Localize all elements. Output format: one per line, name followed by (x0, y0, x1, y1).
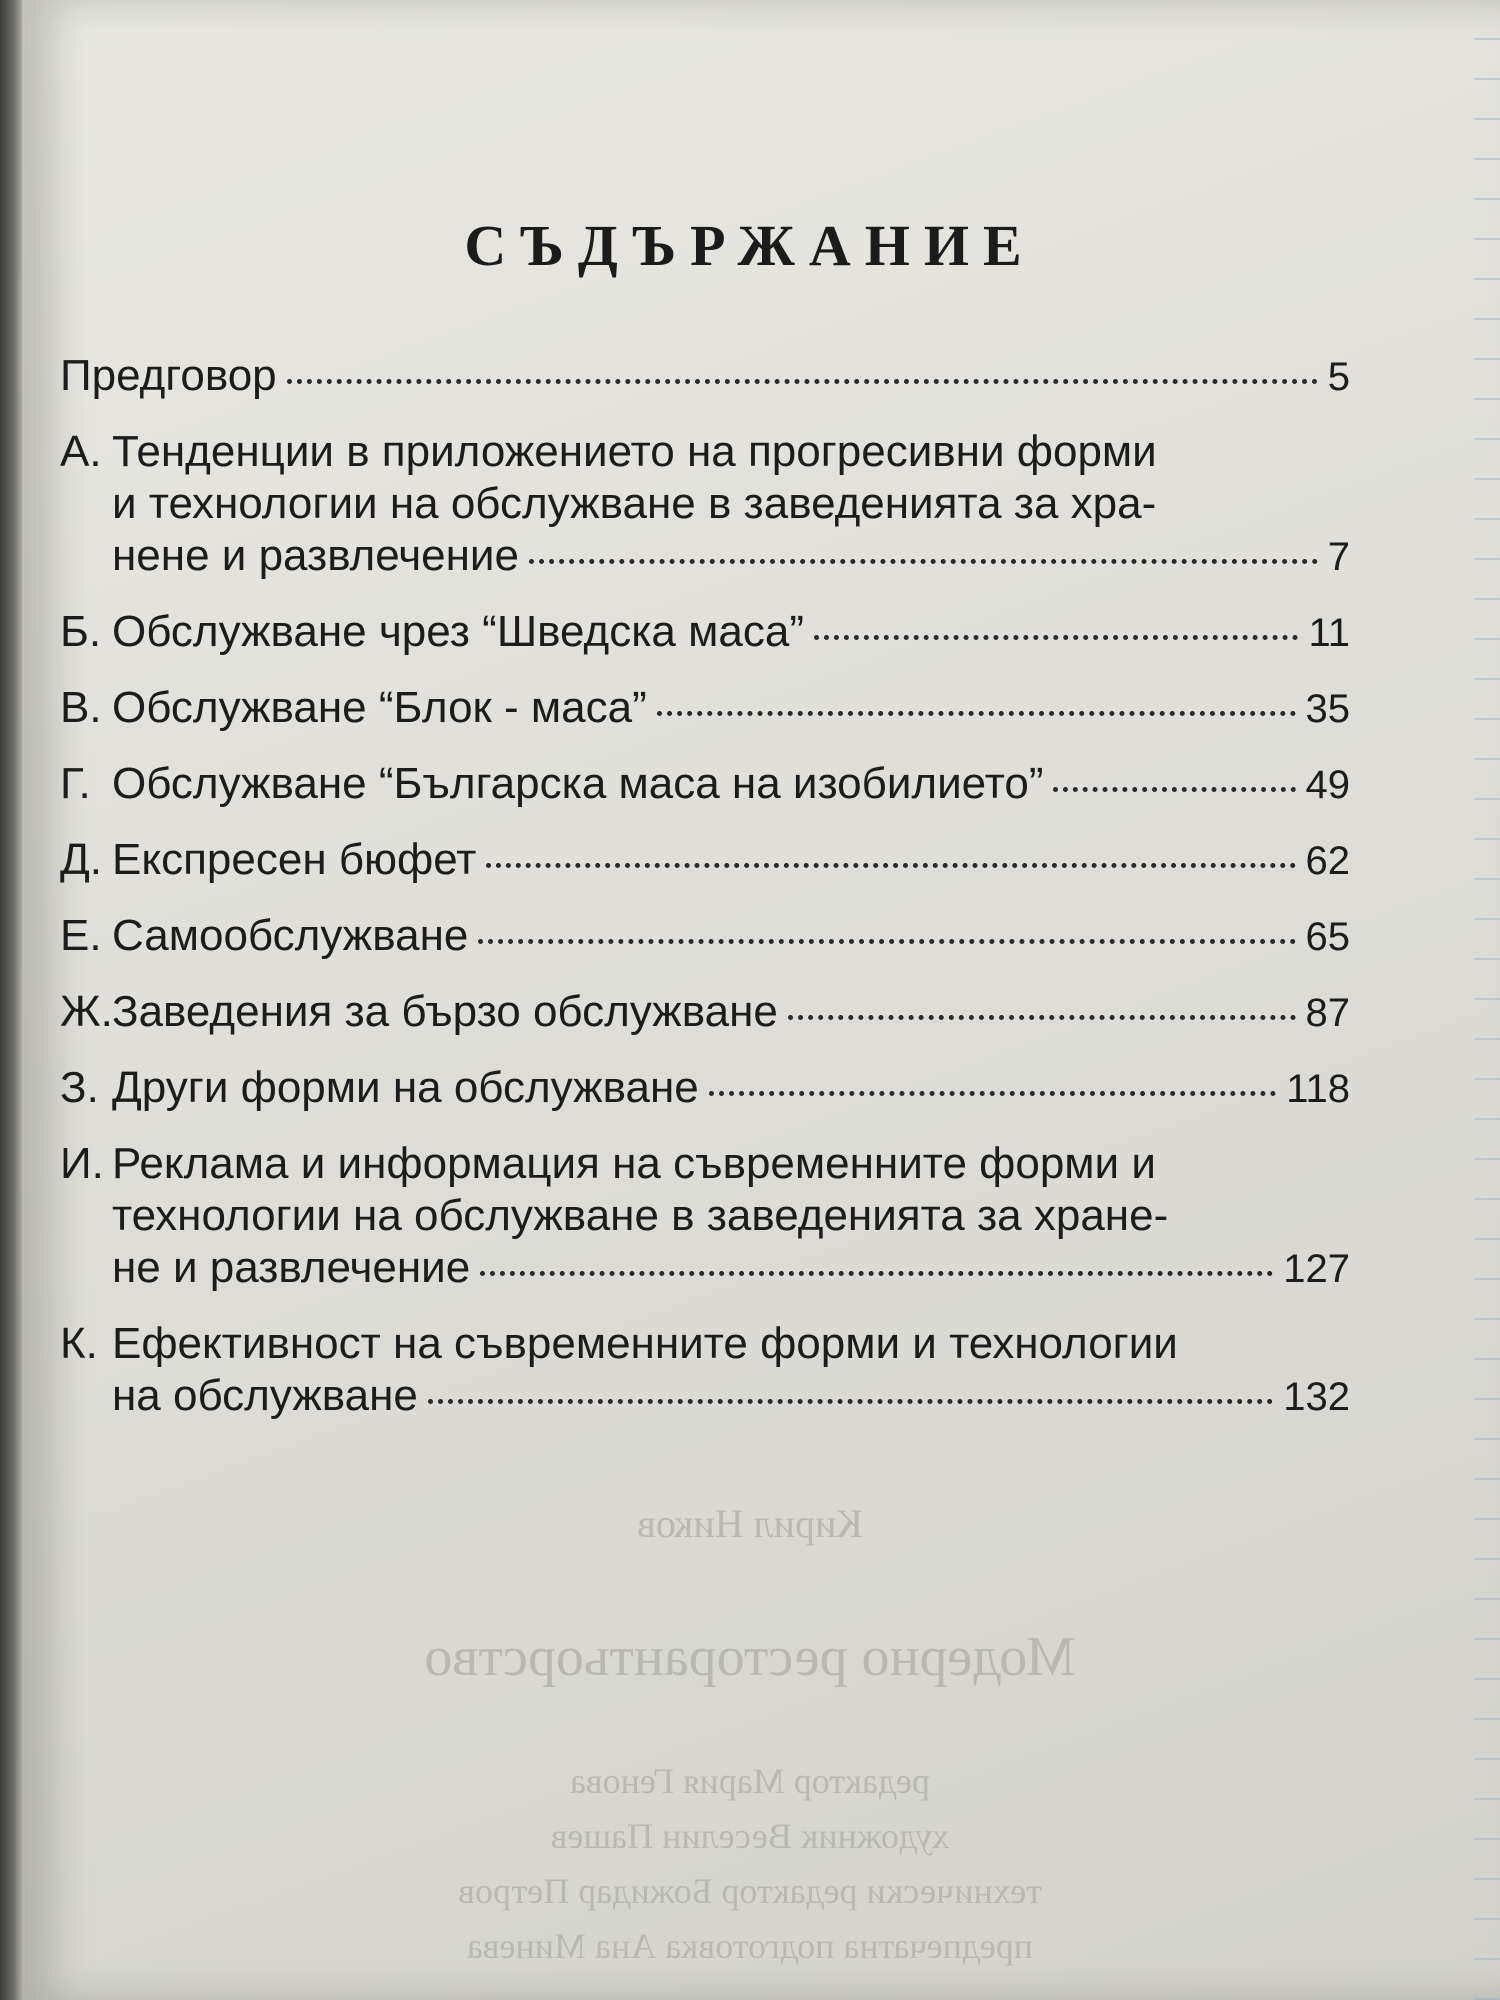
dot-leader (529, 559, 1318, 564)
toc-entry (60, 606, 1350, 659)
toc-entry (60, 910, 1350, 963)
toc-entry-title: Експресен бюфет (112, 835, 477, 884)
bleed-credit: редактор Мария Генова (570, 1761, 930, 1801)
toc-entry-title: Самообслужване (112, 911, 469, 960)
toc-entry-line: технологии на обслужване в заведенията за хране- (112, 1191, 1169, 1240)
toc-entry (60, 1062, 1350, 1115)
toc-entry-letter: Г. (60, 759, 91, 808)
toc-entry (60, 426, 1350, 583)
toc-entry-title: Предговор (60, 351, 277, 400)
toc-entry-letter: В. (60, 683, 102, 732)
photo-left-edge (0, 0, 22, 2000)
toc-entry-letter: Д. (60, 835, 103, 884)
dot-leader (1053, 787, 1295, 792)
toc-entry-title: Обслужване “Блок - маса” (112, 683, 647, 732)
toc-entry-line: Реклама и информация на съвременните форми и (112, 1139, 1156, 1188)
toc-entry-letter: Ж. (60, 987, 113, 1036)
toc-entry-title: Други форми на обслужване (112, 1063, 699, 1112)
toc-entry-letter: К. (60, 1319, 98, 1368)
dot-leader (814, 635, 1299, 640)
toc-page-number: 87 (1305, 991, 1350, 1035)
toc-entry-title: нене и развлечение (112, 531, 519, 580)
toc-entry (60, 834, 1350, 887)
toc-entry-title: Заведения за бързо обслужване (112, 987, 778, 1036)
toc-entry (60, 682, 1350, 735)
bleed-author: Кирил Ников (636, 1501, 864, 1546)
toc-page-number: 118 (1286, 1067, 1350, 1111)
page-title: СЪДЪРЖАНИЕ (464, 213, 1036, 278)
dot-leader (287, 379, 1318, 384)
dot-leader (478, 939, 1295, 944)
toc-entry-letter: И. (60, 1139, 104, 1188)
toc-entry-line: Ефективност на съвременните форми и технологии (112, 1319, 1178, 1368)
bleed-credit: предпечатна подготовка Ана Минева (467, 1926, 1033, 1966)
toc-page-number: 65 (1305, 915, 1350, 959)
toc-page-number: 132 (1283, 1375, 1350, 1419)
toc-entry-title: на обслужване (112, 1371, 418, 1420)
toc-entry-letter: Б. (60, 607, 102, 656)
toc-page-number: 127 (1283, 1247, 1350, 1291)
toc-entry (60, 350, 1350, 403)
toc-entry (60, 758, 1350, 811)
toc-entry (60, 1318, 1350, 1423)
dot-leader (788, 1015, 1296, 1020)
toc-entry-title: Обслужване “Българска маса на изобилието” (112, 759, 1044, 808)
toc-entry-letter: Е. (60, 911, 102, 960)
notebook-lines (1474, 0, 1500, 2000)
toc-page-number: 5 (1327, 355, 1350, 399)
toc-page-number: 35 (1305, 687, 1350, 731)
dot-leader (486, 863, 1295, 868)
toc-page-number: 49 (1305, 763, 1350, 807)
bleed-credit: технически редактор Божидар Петров (458, 1871, 1042, 1911)
toc-entry-title: не и развлечение (112, 1243, 471, 1292)
bleed-credit: художник Веселин Пашев (550, 1816, 950, 1856)
toc-page-number: 62 (1305, 839, 1350, 883)
toc-entry-title: Обслужване чрез “Шведска маса” (112, 607, 804, 656)
toc-entry-letter: З. (60, 1063, 99, 1112)
dot-leader (480, 1271, 1273, 1276)
dot-leader (657, 711, 1296, 716)
toc-entry (60, 986, 1350, 1039)
toc-entry-line: и технологии на обслужване в заведенията за хра- (112, 479, 1157, 528)
toc-page-number: 7 (1327, 535, 1350, 579)
toc-entry (60, 1138, 1350, 1295)
dot-leader (709, 1091, 1277, 1096)
bleed-book-title: Модерно ресторантьорство (424, 1626, 1076, 1688)
dot-leader (428, 1399, 1273, 1404)
table-of-contents (60, 350, 1350, 1446)
toc-entry-line: Тенденции в приложението на прогресивни форми (112, 427, 1157, 476)
toc-page-number: 11 (1308, 611, 1350, 655)
toc-entry-letter: А. (60, 427, 102, 476)
